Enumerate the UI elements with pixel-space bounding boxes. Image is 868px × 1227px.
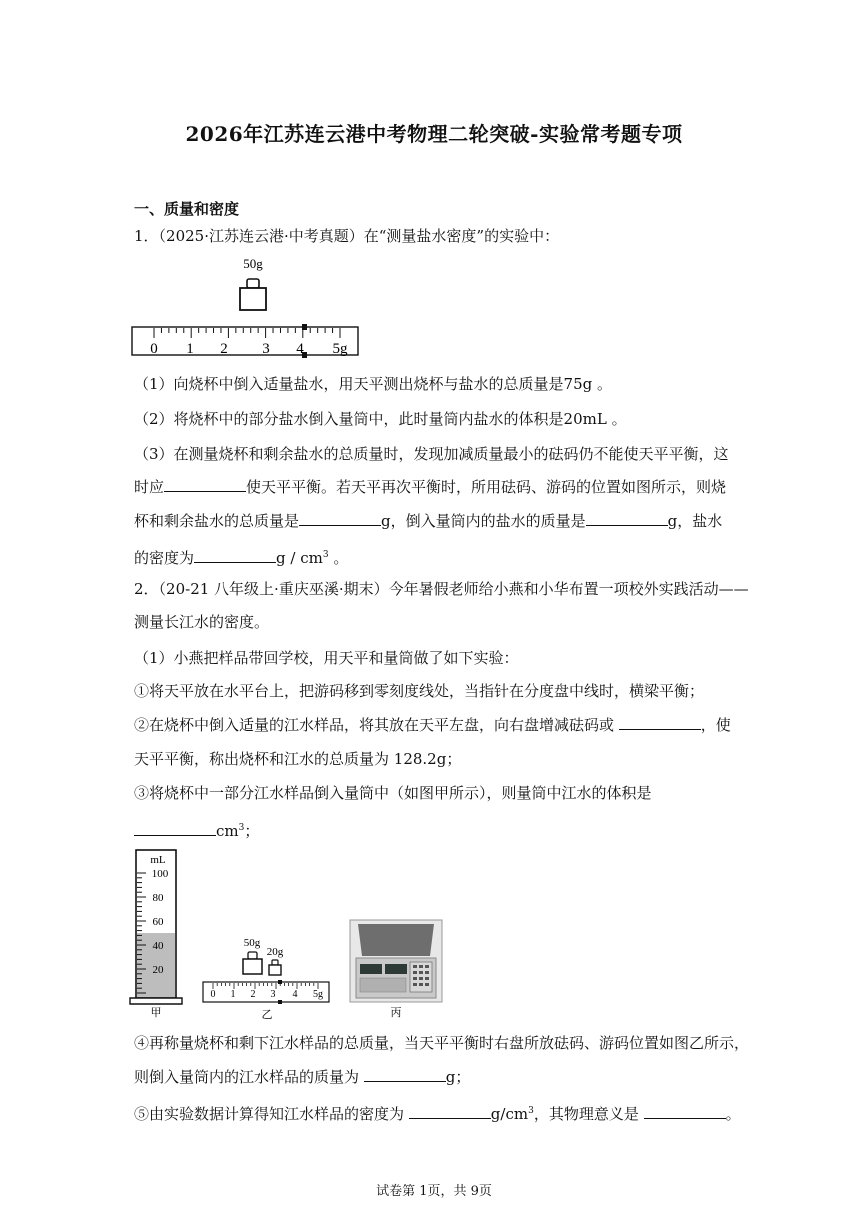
q1-part1: （1）向烧杯中倒入适量盐水，用天平测出烧杯与盐水的总质量是75g 。 xyxy=(134,375,613,393)
scale-pan xyxy=(358,924,434,956)
graduated-cylinder-figure xyxy=(128,846,194,1018)
answer-blank[interactable] xyxy=(194,548,276,563)
q2-step1: ①将天平放在水平台上，把游码移到零刻度线处，当指针在分度盘中线时，横梁平衡； xyxy=(134,682,705,700)
q2-step4-line2: 则倒入量筒内的江水样品的质量为 g； xyxy=(134,1068,471,1086)
q2-step3-line2: $cm^3$； xyxy=(134,818,259,841)
q1-part3-line2: 时应 使天平平衡。若天平再次平衡时，所用砝码、游码的位置如图所示，则烧 xyxy=(134,478,727,496)
q2-step3-line1: ③将烧杯中一部分江水样品倒入量筒中（如图甲所示），则量筒中江水的体积是 xyxy=(134,784,652,802)
scale-bar xyxy=(132,327,358,355)
answer-blank[interactable] xyxy=(164,477,246,492)
balance-scale-figure-2 xyxy=(199,934,333,1020)
cyl-tick-60: 60 xyxy=(152,916,164,928)
q1-part3-line3: 杯和剩余盐水的总质量是 g，倒入量筒内的盐水的质量是 g，盐水 xyxy=(134,512,723,530)
answer-blank[interactable] xyxy=(364,1067,446,1082)
cyl-tick-40: 40 xyxy=(152,940,164,952)
answer-blank[interactable] xyxy=(134,821,216,836)
q2-step2-line2: 天平平衡，称出烧杯和江水的总质量为 128.2g； xyxy=(134,750,462,768)
scale-label-0: 0 xyxy=(150,341,158,357)
rider-bottom xyxy=(278,1000,282,1004)
q2-subpart1: （1）小燕把样品带回学校，用天平和量筒做了如下实验： xyxy=(134,649,519,667)
weight-50g-label: 50g xyxy=(243,937,261,949)
q2-stem-line2: 测量长江水的密度。 xyxy=(134,613,270,631)
scale2-label-0: 0 xyxy=(210,989,216,1000)
q1-part3-line1: （3）在测量烧杯和剩余盐水的总质量时，发现加减质量最小的砝码仍不能使天平平衡，这 xyxy=(134,445,729,463)
weight-50g-icon xyxy=(243,952,262,974)
cyl-tick-20: 20 xyxy=(152,964,164,976)
rider-top xyxy=(302,324,307,330)
q1-part2: （2）将烧杯中的部分盐水倒入量筒中，此时量筒内盐水的体积是20mL 。 xyxy=(134,410,627,428)
page-title: 2026年江苏连云港中考物理二轮突破-实验常考题专项 xyxy=(185,122,683,146)
weight-20g-icon xyxy=(269,960,281,975)
caption-yi: 乙 xyxy=(261,1009,273,1020)
q2-step5: ⑤由实验数据计算得知江水样品的密度为 $g/cm^3$，其物理意义是 。 xyxy=(134,1105,741,1123)
scale-label-5: 5g xyxy=(332,341,348,357)
display-2 xyxy=(385,964,407,974)
section-heading: 一、质量和密度 xyxy=(134,200,240,218)
cylinder-unit: mL xyxy=(150,854,166,866)
cyl-tick-100: 100 xyxy=(151,868,169,880)
scale-label-3: 3 xyxy=(262,341,270,357)
q2-step2-line1: ②在烧杯中倒入适量的江水样品，将其放在天平左盘，向右盘增减砝码或 ，使 xyxy=(134,716,731,734)
q2-step4-line1: ④再称量烧杯和剩下江水样品的总质量，当天平平衡时右盘所放砝码、游码位置如图乙所示， xyxy=(134,1034,750,1052)
rider-top xyxy=(278,980,282,984)
cyl-tick-80: 80 xyxy=(152,892,164,904)
scale-label-2: 2 xyxy=(220,341,228,357)
weight-icon xyxy=(240,279,266,310)
q1-balance-figure xyxy=(130,252,366,362)
caption-jia: 甲 xyxy=(150,1007,162,1018)
weight-label: 50g xyxy=(243,256,263,271)
answer-blank[interactable] xyxy=(299,511,381,526)
answer-blank[interactable] xyxy=(644,1104,726,1119)
q1-stem: 1．（2025·江苏连云港·中考真题）在“测量盐水密度”的实验中： xyxy=(134,227,560,245)
scale2-label-2: 2 xyxy=(250,989,256,1000)
answer-blank[interactable] xyxy=(586,511,668,526)
caption-bing: 丙 xyxy=(390,1007,402,1019)
scale2-label-3: 3 xyxy=(270,989,276,1000)
page-footer: 试卷第 1页，共 9页 xyxy=(376,1184,492,1199)
answer-blank[interactable] xyxy=(619,715,701,730)
scale2-label-5: 5g xyxy=(313,989,323,1000)
q1-part3-line4: 的密度为 g / $cm^3$ 。 xyxy=(134,549,349,567)
weight-20g-label: 20g xyxy=(266,946,284,958)
electronic-scale-figure xyxy=(348,918,444,1020)
scale2-label-1: 1 xyxy=(230,989,236,1000)
scale2-label-4: 4 xyxy=(292,989,298,1000)
scale-label-4: 4 xyxy=(296,341,304,357)
q2-stem-line1: 2．（20-21 八年级上·重庆巫溪·期末）今年暑假老师给小燕和小华布置一项校外实践活动—— xyxy=(134,580,749,598)
answer-blank[interactable] xyxy=(409,1104,491,1119)
scale-label-1: 1 xyxy=(186,341,194,357)
display-1 xyxy=(360,964,382,974)
